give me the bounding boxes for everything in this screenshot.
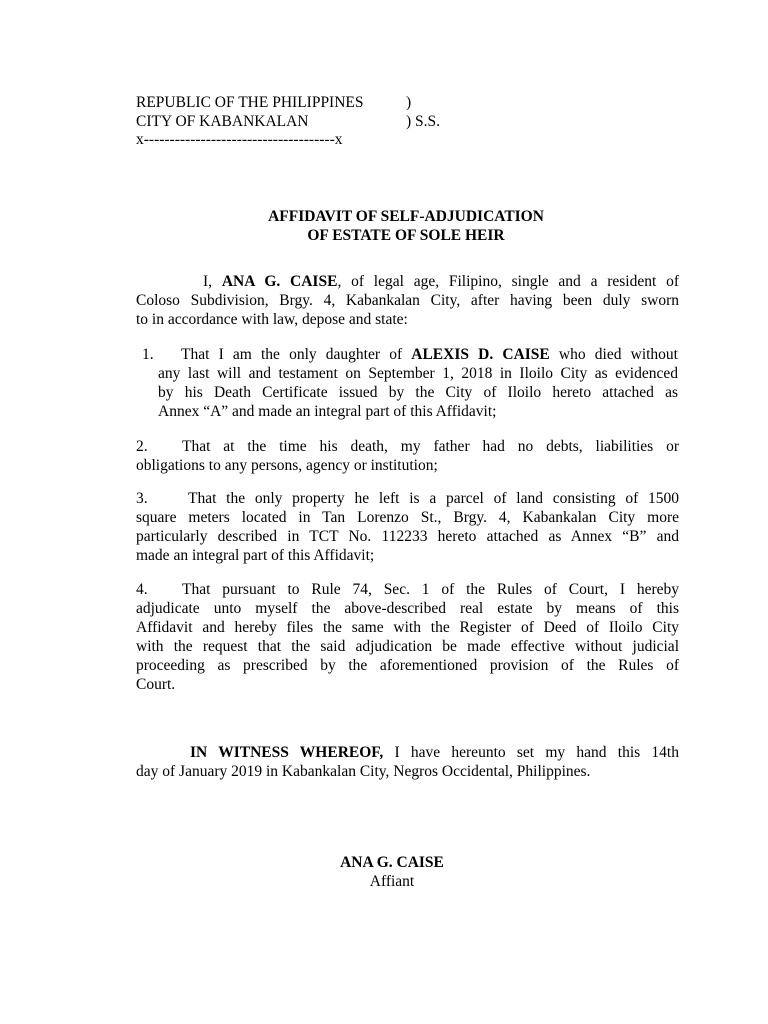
item-3-line-3: particularly described in TCT No. 112233 hereto attached as Annex “B” and <box>136 528 679 545</box>
intro-line-2: Coloso Subdivision, Brgy. 4, Kabankalan City, after having been duly sworn <box>136 292 679 309</box>
item-1-text-b: who died without <box>549 346 678 363</box>
intro-text-b: , of legal age, Filipino, single and a resident of <box>337 273 679 290</box>
item-1-line-2: any last will and testament on September 1, 2018 in Iloilo City as evidenced <box>158 365 678 382</box>
item-4-line-1 <box>136 580 679 599</box>
intro-paragraph <box>136 272 679 329</box>
venue-republic-text: REPUBLIC OF THE PHILIPPINES <box>136 94 364 111</box>
item-4-line-6: Court. <box>136 676 176 693</box>
list-item-1-cont <box>158 364 678 421</box>
item-2-line-2: obligations to any persons, agency or institution; <box>136 457 438 474</box>
witness-heading: IN WITNESS WHEREOF, <box>190 744 384 761</box>
witness-text-a: I have hereunto set my hand this 14th <box>383 744 679 761</box>
decedent-name: ALEXIS D. CAISE <box>411 346 550 363</box>
item-2-number: 2. <box>136 438 148 455</box>
witness-clause <box>136 743 679 781</box>
venue-paren-1: ) <box>406 94 412 111</box>
item-3-line-1 <box>136 489 679 508</box>
venue-city-text: CITY OF KABANKALAN <box>136 113 309 130</box>
item-4-line-4: with the request that the said adjudication be made effective without judicial <box>136 638 679 655</box>
venue-line-republic <box>136 94 412 113</box>
document-title-line-2: OF ESTATE OF SOLE HEIR <box>307 227 505 244</box>
item-1-line-3: by his Death Certificate issued by the City of Iloilo hereto attached as <box>158 384 678 401</box>
affiant-signature-name: ANA G. CAISE <box>340 854 444 871</box>
item-2-line-1 <box>136 437 679 456</box>
venue-line-city <box>136 113 441 132</box>
affiant-name-intro: ANA G. CAISE <box>221 273 338 290</box>
item-1-text-a: That I am the only daughter of <box>181 346 412 363</box>
item-4-number: 4. <box>136 581 148 598</box>
witness-line-2: day of January 2019 in Kabankalan City, Negros Occidental, Philippines. <box>136 763 591 780</box>
intro-line-3: to in accordance with law, depose and state: <box>136 311 408 328</box>
list-item-2 <box>136 437 679 475</box>
item-2-text: That at the time his death, my father had no debts, liabilities or <box>182 438 679 455</box>
list-item-4 <box>136 580 679 694</box>
document-title-line-1: AFFIDAVIT OF SELF-ADJUDICATION <box>268 208 544 225</box>
affiant-role: Affiant <box>369 873 415 890</box>
witness-line-1 <box>136 743 679 762</box>
intro-text-a: I, <box>203 273 222 290</box>
item-1-number: 1. <box>142 346 154 363</box>
item-3-line-2: square meters located in Tan Lorenzo St., Brgy. 4, Kabankalan City more <box>136 509 679 526</box>
venue-separator: x-------------------------------------x <box>136 131 343 148</box>
item-3-number: 3. <box>136 490 148 507</box>
item-3-text: That the only property he left is a parcel of land consisting of 1500 <box>188 490 679 507</box>
item-4-text: That pursuant to Rule 74, Sec. 1 of the Rules of Court, I hereby <box>182 581 679 598</box>
item-3-line-4: made an integral part of this Affidavit; <box>136 547 375 564</box>
item-1-line-4: Annex “A” and made an integral part of this Affidavit; <box>158 403 497 420</box>
venue-ss: ) S.S. <box>406 113 441 130</box>
item-4-line-5: proceeding as prescribed by the aforementioned provision of the Rules of <box>136 657 679 674</box>
list-item-1 <box>142 345 678 364</box>
intro-line-1 <box>136 272 679 291</box>
item-1-line-1 <box>142 345 678 364</box>
list-item-3 <box>136 489 679 565</box>
item-4-line-3: Affidavit and hereby files the same with the Register of Deed of Iloilo City <box>136 619 679 636</box>
item-4-line-2: adjudicate unto myself the above-described real estate by means of this <box>136 600 679 617</box>
